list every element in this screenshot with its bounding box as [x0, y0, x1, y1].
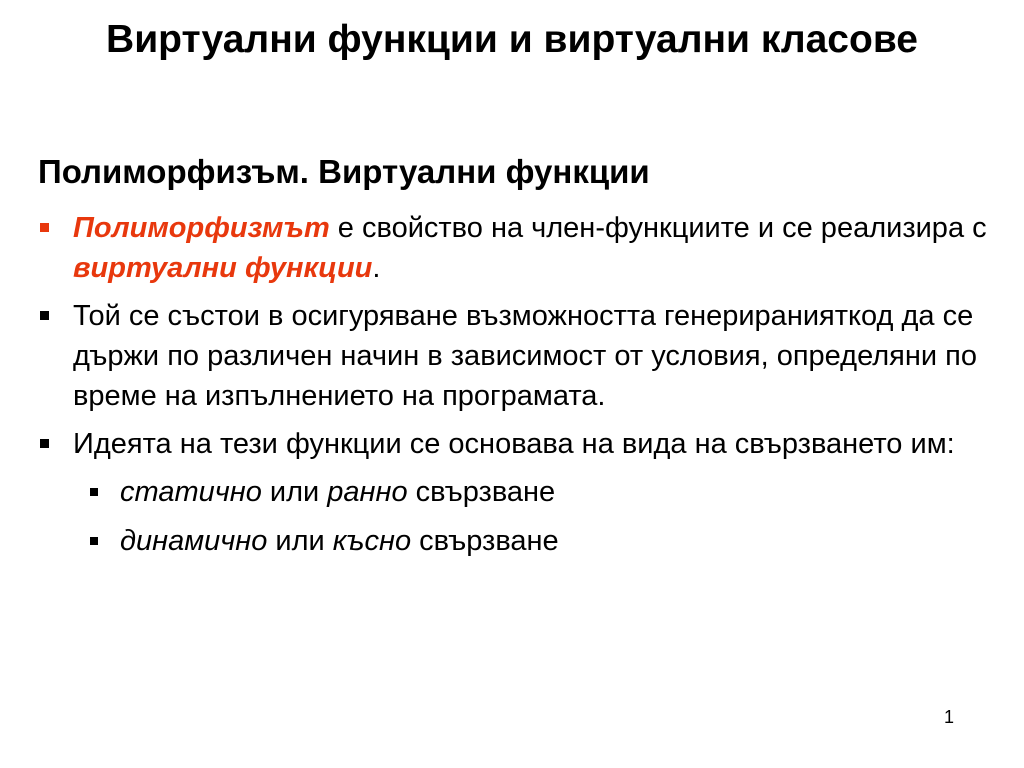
term-early: ранно [327, 476, 408, 508]
bullet-text: Той се състои в осигуряване възможността генериранияткод да се държи по различен начин в зависимост от условия, определяни по време на изпълнението на програмата. [73, 300, 977, 412]
term-dynamic: динамично [120, 525, 268, 557]
square-bullet-icon [40, 439, 49, 448]
slide-title: Виртуални функции и виртуални класове [106, 18, 918, 61]
square-bullet-icon [40, 223, 49, 232]
bullet-item-behavior [0, 296, 993, 416]
term-polymorphism: Полиморфизмът [73, 212, 330, 244]
square-bullet-icon [90, 488, 98, 496]
term-static: статично [120, 476, 262, 508]
bullet-text: е свойство на член-функциите и се реализира с [329, 212, 987, 244]
sub-bullet-static-binding [0, 472, 1000, 512]
bullet-item-polymorphism [0, 208, 993, 288]
square-bullet-icon [90, 537, 98, 545]
sub-text: свързване [407, 476, 556, 508]
sub-bullet-dynamic-binding [0, 521, 1000, 561]
sub-text: или [261, 476, 328, 508]
bullet-text: Идеята на тези функции се основава на вида на свързването им: [73, 428, 955, 460]
sub-text: свързване [411, 525, 559, 557]
bullet-text-end: . [372, 252, 381, 284]
sub-text: или [267, 525, 333, 557]
term-late: късно [332, 525, 412, 557]
term-virtual-functions: виртуални функции [73, 252, 373, 284]
bullet-list [0, 208, 1000, 570]
bullet-item-binding [0, 424, 993, 464]
section-heading: Полиморфизъм. Виртуални функции [38, 153, 650, 190]
page-number: 1 [944, 707, 955, 727]
square-bullet-icon [40, 311, 49, 320]
